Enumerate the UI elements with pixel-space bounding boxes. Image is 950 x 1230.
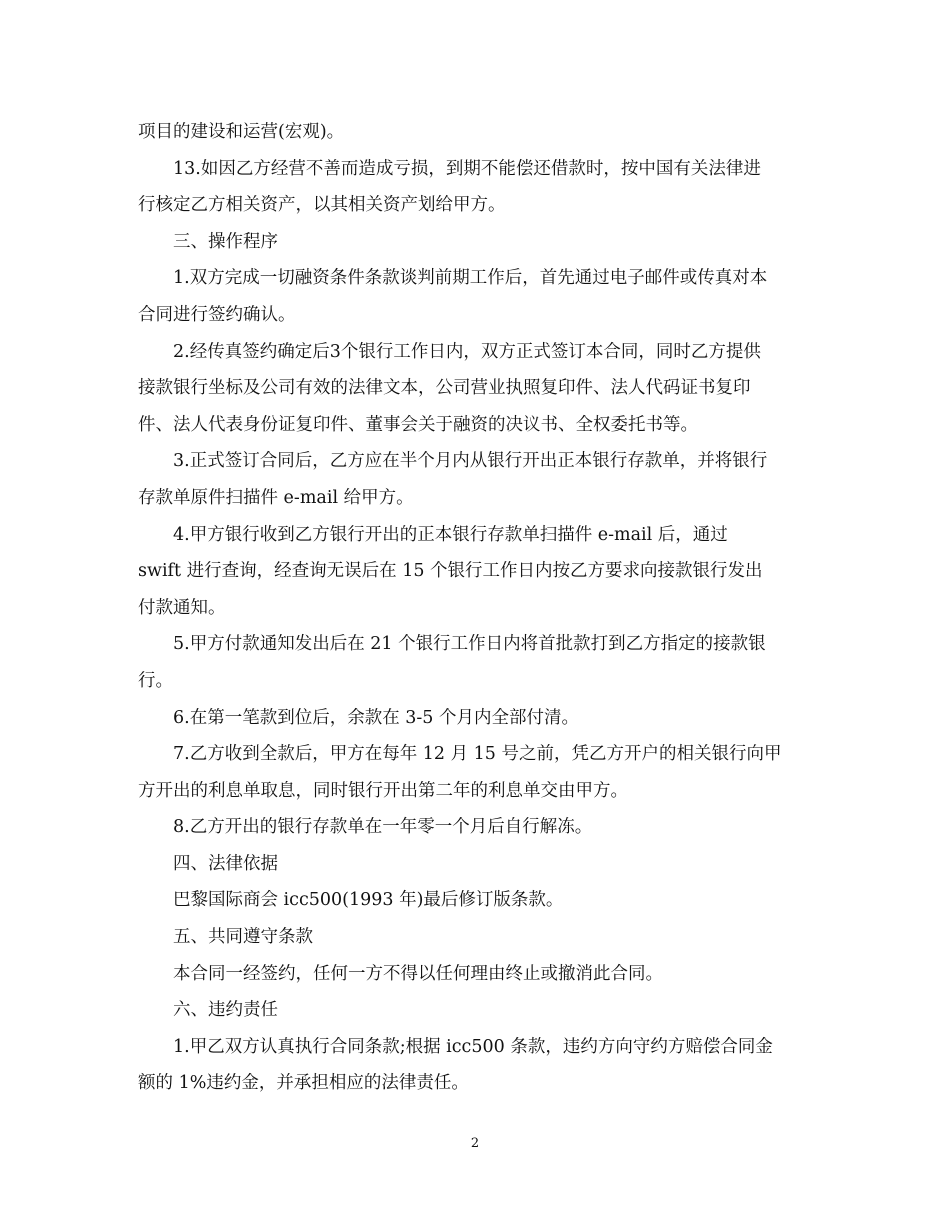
text-line: 6.在第一笔款到位后，余款在 3-5 个月内全部付清。 — [173, 707, 580, 728]
text-line: 1.双方完成一切融资条件条款谈判前期工作后，首先通过电子邮件或传真对本 — [173, 268, 768, 289]
document-body — [138, 114, 818, 1102]
text-line: 4.甲方银行收到乙方银行开出的正本银行存款单扫描件 e-mail 后，通过 — [173, 524, 728, 545]
page-number: 2 — [470, 1136, 480, 1151]
text-line: 巴黎国际商会 icc500(1993 年)最后修订版条款。 — [173, 890, 564, 911]
text-line: 行。 — [138, 670, 173, 691]
section-heading: 五、共同遵守条款 — [173, 927, 313, 948]
text-line: 接款银行坐标及公司有效的法律文本，公司营业执照复印件、法人代码证书复印 — [138, 378, 751, 399]
text-line: 付款通知。 — [138, 597, 226, 618]
section-heading: 三、操作程序 — [173, 231, 278, 252]
text-line: 存款单原件扫描件 e-mail 给甲方。 — [138, 487, 414, 508]
text-line: 8.乙方开出的银行存款单在一年零一个月后自行解冻。 — [173, 817, 593, 838]
text-line: 件、法人代表身份证复印件、董事会关于融资的决议书、全权委托书等。 — [138, 414, 698, 435]
text-line: 额的 1%违约金，并承担相应的法律责任。 — [138, 1073, 469, 1094]
text-line: 3.正式签订合同后，乙方应在半个月内从银行开出正本银行存款单，并将银行 — [173, 451, 768, 472]
text-line: 本合同一经签约，任何一方不得以任何理由终止或撤消此合同。 — [173, 963, 663, 984]
text-line: 5.甲方付款通知发出后在 21 个银行工作日内将首批款打到乙方指定的接款银 — [173, 634, 766, 655]
text-line: 2.经传真签约确定后3个银行工作日内，双方正式签订本合同，同时乙方提供 — [173, 341, 761, 362]
text-line: 13.如因乙方经营不善而造成亏损，到期不能偿还借款时，按中国有关法律进 — [173, 158, 761, 179]
text-line: 方开出的利息单取息，同时银行开出第二年的利息单交由甲方。 — [138, 780, 628, 801]
section-heading: 四、法律依据 — [173, 853, 278, 874]
text-line: swift 进行查询，经查询无误后在 15 个银行工作日内按乙方要求向接款银行发出 — [138, 561, 763, 582]
section-heading: 六、违约责任 — [173, 1000, 278, 1021]
text-line: 合同进行签约确认。 — [138, 304, 296, 325]
text-line: 行核定乙方相关资产，以其相关资产划给甲方。 — [138, 195, 506, 216]
text-line: 项目的建设和运营(宏观)。 — [138, 122, 345, 142]
text-line: 7.乙方收到全款后，甲方在每年 12 月 15 号之前，凭乙方开户的相关银行向甲 — [173, 744, 782, 765]
text-line: 1.甲乙双方认真执行合同条款;根据 icc500 条款，违约方向守约方赔偿合同金 — [173, 1036, 773, 1057]
